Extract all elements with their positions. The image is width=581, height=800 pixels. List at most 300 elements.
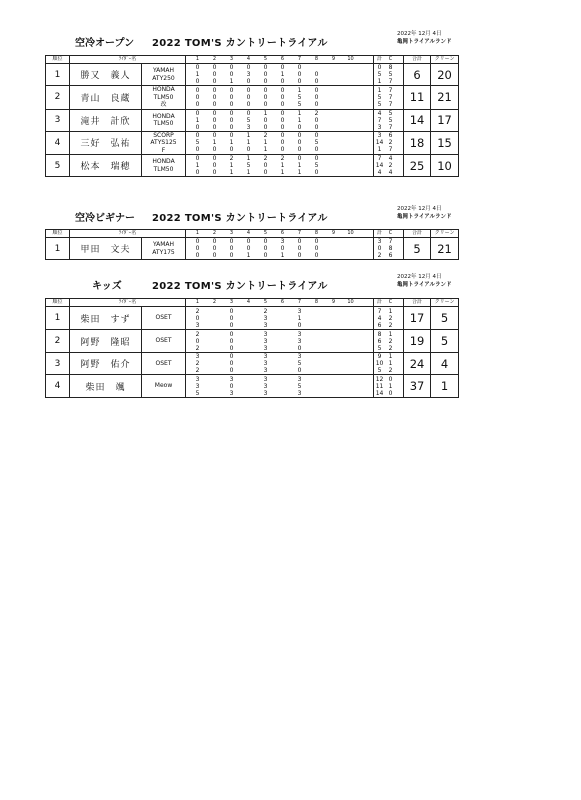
- score-line: [186, 252, 373, 259]
- score-value: [240, 308, 257, 315]
- lap-number: 2: [212, 56, 217, 62]
- lap-total-line: [374, 345, 403, 352]
- bike-line: TLM50: [153, 120, 174, 127]
- lap-totals: [374, 238, 404, 260]
- score-value: [206, 367, 223, 374]
- total-score: 24: [404, 353, 431, 375]
- score-line: [186, 322, 373, 329]
- bike-model: [142, 353, 186, 375]
- bike-line: HONDA: [152, 158, 175, 165]
- lap-total-line: [374, 110, 403, 117]
- section-category: 空冷ビギナー: [75, 213, 135, 224]
- score-value: 3: [195, 382, 200, 390]
- score-value: 0: [212, 100, 217, 108]
- score-line: [186, 94, 373, 101]
- score-value: 1: [229, 139, 234, 147]
- score-value: [206, 345, 223, 352]
- score-value: 3: [263, 344, 268, 352]
- bike-model: [142, 155, 186, 177]
- score-value: 0: [212, 252, 217, 259]
- header-kei-c: [374, 56, 404, 64]
- lap-clean: 1: [388, 360, 393, 367]
- header-kei: 計: [377, 230, 383, 236]
- rank-cell: 4: [46, 131, 70, 155]
- lap-total: 3: [377, 238, 382, 245]
- lap-total: 7: [377, 116, 382, 124]
- score-value: 0: [314, 245, 319, 252]
- score-line: [186, 117, 373, 124]
- lap-number: 2: [212, 299, 217, 305]
- lap-numbers: [186, 56, 373, 63]
- bike-line: ATY250: [152, 74, 175, 82]
- result-row: [46, 307, 459, 330]
- clean-count: 5: [431, 307, 459, 330]
- lap-number: 8: [314, 299, 319, 305]
- score-value: [206, 360, 223, 367]
- score-value: [274, 367, 291, 374]
- lap-totals: [374, 330, 404, 353]
- score-line: [186, 390, 373, 397]
- score-line: [186, 376, 373, 383]
- kei-c-labels: [374, 299, 403, 306]
- header-clean: クリーン: [431, 230, 459, 238]
- score-value: [206, 338, 223, 345]
- score-value: 0: [263, 123, 268, 131]
- score-value: 0: [212, 238, 217, 245]
- score-value: 0: [297, 78, 302, 85]
- lap-total-line: [374, 71, 403, 78]
- score-value: 0: [314, 146, 319, 154]
- score-value: 0: [229, 337, 234, 345]
- score-value: 0: [195, 314, 200, 322]
- score-value: 0: [212, 86, 217, 94]
- score-value: 0: [229, 71, 234, 78]
- score-value: 0: [297, 367, 302, 374]
- score-value: 0: [195, 337, 200, 345]
- score-value: 0: [263, 238, 268, 245]
- lap-total: 1: [377, 86, 382, 94]
- score-line: [186, 245, 373, 252]
- bike-model: [142, 307, 186, 330]
- score-value: 1: [195, 71, 200, 78]
- score-value: 0: [297, 64, 302, 71]
- score-value: 2: [195, 367, 200, 374]
- score-value: 1: [246, 132, 251, 140]
- lap-number: 10: [347, 299, 354, 305]
- score-value: 5: [297, 382, 302, 390]
- score-value: 1: [246, 139, 251, 147]
- score-line: [186, 155, 373, 162]
- score-value: 0: [297, 71, 302, 78]
- bike-line: YAMAH: [152, 241, 175, 248]
- score-value: 0: [314, 86, 319, 94]
- score-value: 0: [212, 93, 217, 101]
- score-value: 3: [229, 375, 234, 383]
- score-value: 0: [195, 86, 200, 94]
- score-value: 5: [195, 389, 200, 397]
- bike-model: [142, 238, 186, 260]
- lap-clean: 7: [388, 93, 393, 101]
- score-value: 0: [229, 321, 234, 329]
- score-value: 3: [263, 321, 268, 329]
- lap-total-line: [374, 78, 403, 85]
- lap-clean: 6: [388, 252, 393, 259]
- score-value: 3: [195, 375, 200, 383]
- score-value: 0: [297, 252, 302, 259]
- section-title: 2022 TOM'S カントリートライアル: [152, 38, 328, 49]
- kei-c-labels: [374, 56, 403, 63]
- score-value: 0: [280, 78, 285, 85]
- lap-clean: 8: [388, 245, 393, 252]
- score-value: 5: [314, 139, 319, 147]
- score-line: [186, 64, 373, 71]
- score-value: 0: [314, 123, 319, 131]
- score-value: 2: [280, 155, 285, 162]
- lap-total: 4: [377, 169, 382, 176]
- score-value: 3: [297, 307, 302, 315]
- score-value: [206, 376, 223, 383]
- bike-line: TLM50: [153, 93, 174, 101]
- score-value: 2: [195, 330, 200, 338]
- lap-clean: 0: [388, 389, 393, 397]
- result-row: [46, 131, 459, 155]
- lap-clean: 7: [388, 86, 393, 94]
- score-value: [240, 322, 257, 329]
- section-title: 2022 TOM'S カントリートライアル: [152, 281, 328, 292]
- event-date: 2022年 12月 4日: [397, 31, 442, 37]
- score-line: [186, 139, 373, 146]
- lap-number: 6: [280, 230, 285, 236]
- clean-count: 1: [431, 375, 459, 398]
- score-value: 0: [229, 146, 234, 154]
- score-value: 3: [246, 123, 251, 131]
- lap-total-line: [374, 252, 403, 259]
- score-line: [186, 124, 373, 131]
- score-value: 0: [229, 123, 234, 131]
- header-rider: ﾗｲﾀﾞｰ名: [70, 56, 186, 64]
- lap-total-line: [374, 353, 403, 360]
- score-value: 2: [263, 132, 268, 140]
- lap-total-line: [374, 245, 403, 252]
- rank-cell: 1: [46, 238, 70, 260]
- score-value: 0: [263, 93, 268, 101]
- event-date: 2022年 12月 4日: [397, 274, 442, 280]
- score-value: [240, 376, 257, 383]
- rider-name: 青山 良蔵: [70, 86, 142, 110]
- lap-total-line: [374, 315, 403, 322]
- lap-total-line: [374, 155, 403, 162]
- score-value: 1: [280, 71, 285, 78]
- score-value: 0: [263, 86, 268, 94]
- lap-total: 9: [377, 353, 382, 360]
- header-clean: クリーン: [431, 299, 459, 307]
- lap-number: 6: [280, 56, 285, 62]
- score-value: 0: [263, 169, 268, 176]
- score-value: [274, 331, 291, 338]
- score-value: 3: [263, 375, 268, 383]
- header-laps: [186, 56, 374, 64]
- score-value: 0: [229, 93, 234, 101]
- score-value: 1: [263, 109, 268, 117]
- header-rider: ﾗｲﾀﾞｰ名: [70, 230, 186, 238]
- score-value: 1: [212, 139, 217, 147]
- lap-total-line: [374, 238, 403, 245]
- score-value: 0: [195, 109, 200, 117]
- lap-number: 4: [246, 56, 251, 62]
- score-value: 1: [229, 78, 234, 85]
- lap-number: 5: [263, 299, 268, 305]
- score-line: [186, 162, 373, 169]
- lap-totals: [374, 109, 404, 131]
- score-value: 0: [212, 169, 217, 176]
- header-total: 合計: [404, 56, 431, 64]
- clean-count: 17: [431, 109, 459, 131]
- lap-totals: [374, 307, 404, 330]
- score-value: 0: [195, 132, 200, 140]
- lap-total: 2: [377, 252, 382, 259]
- score-value: 0: [229, 360, 234, 367]
- lap-total-line: [374, 94, 403, 101]
- bike-line: OSET: [155, 314, 172, 322]
- score-value: 0: [314, 116, 319, 124]
- lap-total: 10: [375, 360, 384, 367]
- lap-numbers: [186, 299, 373, 306]
- score-value: 1: [263, 139, 268, 147]
- lap-total-line: [374, 383, 403, 390]
- lap-scores: [186, 375, 374, 398]
- header-laps: [186, 299, 374, 307]
- lap-total-line: [374, 308, 403, 315]
- score-line: [186, 338, 373, 345]
- score-value: [240, 383, 257, 390]
- score-value: 3: [195, 321, 200, 329]
- lap-total: 4: [377, 314, 382, 322]
- score-value: 0: [229, 109, 234, 117]
- score-value: 2: [195, 360, 200, 367]
- lap-clean: 2: [388, 314, 393, 322]
- rider-name: 甲田 文夫: [70, 238, 142, 260]
- score-line: [186, 315, 373, 322]
- total-score: 5: [404, 238, 431, 260]
- score-value: 1: [297, 169, 302, 176]
- score-value: 0: [212, 123, 217, 131]
- score-value: 3: [263, 389, 268, 397]
- score-value: 0: [212, 71, 217, 78]
- score-value: 0: [229, 307, 234, 315]
- score-value: 0: [229, 245, 234, 252]
- total-score: 11: [404, 86, 431, 110]
- lap-total: 5: [377, 93, 382, 101]
- lap-total: 6: [377, 337, 382, 345]
- lap-clean: 5: [388, 116, 393, 124]
- lap-scores: [186, 86, 374, 110]
- score-value: 1: [246, 169, 251, 176]
- lap-clean: 2: [388, 337, 393, 345]
- score-line: [186, 353, 373, 360]
- score-value: 0: [212, 132, 217, 140]
- score-value: 3: [263, 367, 268, 374]
- lap-clean: 7: [388, 238, 393, 245]
- lap-numbers: [186, 230, 373, 237]
- rider-name: 柴田 すず: [70, 307, 142, 330]
- score-line: [186, 169, 373, 176]
- score-value: 0: [297, 146, 302, 154]
- score-value: [240, 338, 257, 345]
- score-value: [240, 360, 257, 367]
- lap-clean: 1: [388, 307, 393, 315]
- lap-clean: 5: [388, 71, 393, 78]
- section-title: 2022 TOM'S カントリートライアル: [152, 213, 328, 224]
- score-value: 3: [263, 330, 268, 338]
- score-value: 2: [263, 307, 268, 315]
- score-value: 0: [246, 64, 251, 71]
- rank-cell: 1: [46, 64, 70, 86]
- score-value: 2: [263, 155, 268, 162]
- score-value: 0: [280, 64, 285, 71]
- score-value: 0: [297, 238, 302, 245]
- score-value: [240, 390, 257, 397]
- score-value: 1: [297, 116, 302, 124]
- lap-number: 3: [229, 56, 234, 62]
- rank-cell: 5: [46, 155, 70, 177]
- lap-total-line: [374, 162, 403, 169]
- clean-count: 21: [431, 86, 459, 110]
- lap-clean: 2: [388, 139, 393, 147]
- score-value: 0: [229, 382, 234, 390]
- score-value: 1: [195, 116, 200, 124]
- score-value: [206, 383, 223, 390]
- score-value: 1: [195, 162, 200, 169]
- score-value: 5: [195, 139, 200, 147]
- score-value: 0: [246, 100, 251, 108]
- lap-number: 9: [331, 299, 336, 305]
- score-value: [274, 383, 291, 390]
- lap-total-line: [374, 169, 403, 176]
- bike-line: OSET: [155, 337, 172, 345]
- score-value: [240, 315, 257, 322]
- score-value: 0: [314, 93, 319, 101]
- lap-total: 14: [375, 162, 384, 169]
- score-value: [206, 331, 223, 338]
- lap-clean: 1: [388, 330, 393, 338]
- score-value: 3: [246, 71, 251, 78]
- score-value: [240, 353, 257, 360]
- lap-total-line: [374, 146, 403, 153]
- lap-total: 3: [377, 123, 382, 131]
- score-value: 3: [263, 360, 268, 367]
- score-line: [186, 71, 373, 78]
- score-value: [274, 315, 291, 322]
- score-line: [186, 87, 373, 94]
- lap-total-line: [374, 124, 403, 131]
- score-value: 0: [212, 245, 217, 252]
- score-value: 0: [314, 78, 319, 85]
- lap-totals: [374, 353, 404, 375]
- header-row: [46, 299, 459, 307]
- rider-name: 勝又 義人: [70, 64, 142, 86]
- score-value: 0: [314, 252, 319, 259]
- lap-clean: 7: [388, 100, 393, 108]
- score-value: 0: [280, 93, 285, 101]
- total-score: 18: [404, 131, 431, 155]
- lap-scores: [186, 238, 374, 260]
- bike-model: [142, 64, 186, 86]
- score-value: 5: [297, 360, 302, 367]
- lap-clean: 7: [388, 78, 393, 85]
- score-line: [186, 367, 373, 374]
- header-c: C: [388, 230, 393, 236]
- score-value: 0: [195, 245, 200, 252]
- score-value: 0: [246, 78, 251, 85]
- score-value: 0: [280, 146, 285, 154]
- score-value: [274, 308, 291, 315]
- clean-count: 21: [431, 238, 459, 260]
- rank-cell: 3: [46, 353, 70, 375]
- score-value: 1: [297, 109, 302, 117]
- lap-clean: 7: [388, 123, 393, 131]
- score-value: 3: [263, 337, 268, 345]
- lap-number: 7: [297, 56, 302, 62]
- score-value: 0: [195, 252, 200, 259]
- score-value: 0: [229, 238, 234, 245]
- score-value: 0: [246, 245, 251, 252]
- score-value: 3: [263, 353, 268, 360]
- header-rider: ﾗｲﾀﾞｰ名: [70, 299, 186, 307]
- lap-clean: 2: [388, 162, 393, 169]
- header-row: [46, 56, 459, 64]
- header-kei: 計: [377, 299, 383, 305]
- score-value: 0: [246, 86, 251, 94]
- score-value: 0: [229, 116, 234, 124]
- rank-cell: 1: [46, 307, 70, 330]
- score-value: 0: [195, 155, 200, 162]
- lap-total-line: [374, 360, 403, 367]
- score-line: [186, 146, 373, 153]
- score-value: 0: [263, 116, 268, 124]
- score-value: 5: [297, 93, 302, 101]
- total-score: 25: [404, 155, 431, 177]
- bike-model: [142, 330, 186, 353]
- score-value: 0: [246, 93, 251, 101]
- score-value: 3: [297, 353, 302, 360]
- lap-totals: [374, 64, 404, 86]
- score-value: 0: [263, 78, 268, 85]
- lap-clean: 1: [388, 353, 393, 360]
- rank-cell: 2: [46, 86, 70, 110]
- score-value: [206, 353, 223, 360]
- clean-count: 10: [431, 155, 459, 177]
- score-value: [274, 390, 291, 397]
- score-line: [186, 78, 373, 85]
- rider-name: 三好 弘祐: [70, 131, 142, 155]
- lap-number: 8: [314, 56, 319, 62]
- score-value: 3: [297, 375, 302, 383]
- header-kei-c: [374, 230, 404, 238]
- score-value: 1: [263, 146, 268, 154]
- lap-total: 7: [377, 155, 382, 162]
- score-value: 0: [229, 314, 234, 322]
- header-clean: クリーン: [431, 56, 459, 64]
- lap-scores: [186, 330, 374, 353]
- score-value: 0: [314, 132, 319, 140]
- lap-scores: [186, 307, 374, 330]
- score-value: 0: [195, 93, 200, 101]
- bike-model: [142, 131, 186, 155]
- score-value: 2: [195, 307, 200, 315]
- header-c: C: [388, 56, 393, 62]
- score-value: 0: [314, 100, 319, 108]
- score-value: [274, 338, 291, 345]
